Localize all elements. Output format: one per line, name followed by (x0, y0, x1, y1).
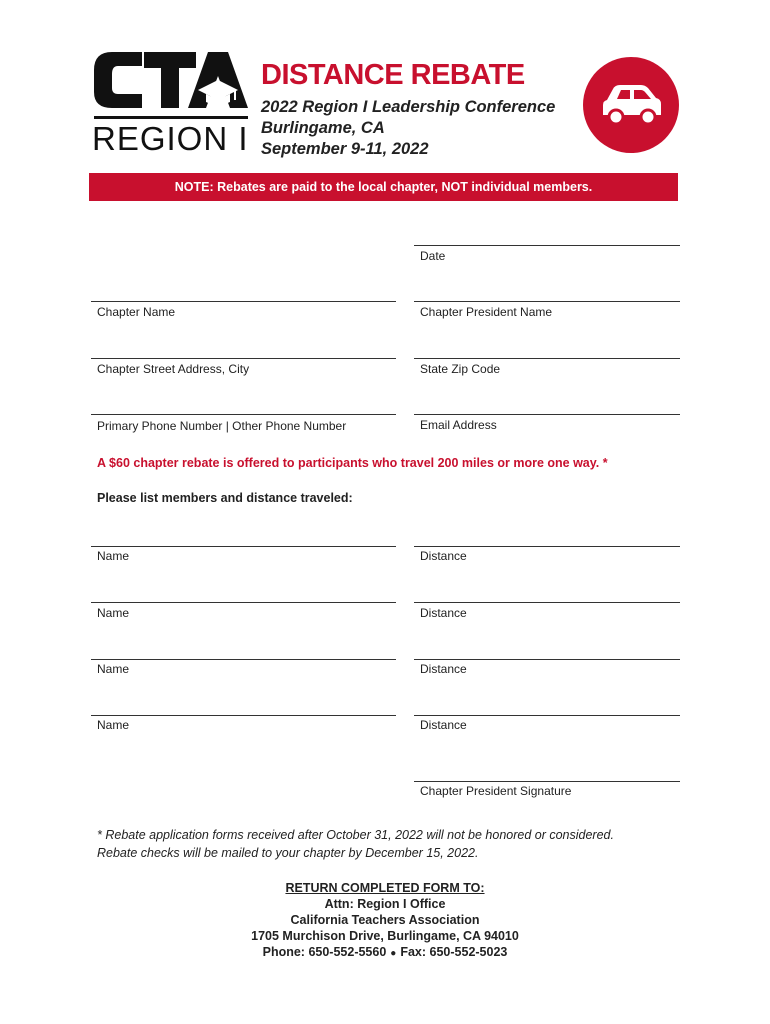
return-heading: RETURN COMPLETED FORM TO: (285, 881, 485, 895)
car-icon (583, 57, 679, 153)
return-fax: Fax: 650-552-5023 (400, 945, 508, 959)
note-banner: NOTE: Rebates are paid to the local chapter, NOT individual members. (89, 173, 678, 201)
return-attn: Attn: Region I Office (324, 897, 446, 911)
return-org: California Teachers Association (290, 913, 480, 927)
members-instruction: Please list members and distance traveled: (97, 491, 353, 505)
state-zip-label: State Zip Code (420, 362, 501, 376)
return-street: 1705 Murchison Drive, Burlingame, CA 94010 (251, 929, 519, 943)
member-distance-label: Distance (420, 718, 467, 732)
street-address-label: Chapter Street Address, City (97, 362, 250, 376)
footnote-deadline: * Rebate application forms received after October 31, 2022 will not be honored or considered. (97, 828, 614, 842)
email-field-line[interactable] (414, 414, 680, 415)
member-distance-label: Distance (420, 662, 467, 676)
conference-name: 2022 Region I Leadership Conference (261, 98, 556, 116)
member-distance-field-line[interactable] (414, 602, 680, 603)
member-name-label: Name (97, 549, 130, 563)
signature-field-line[interactable] (414, 781, 680, 782)
member-name-field-line[interactable] (91, 715, 396, 716)
phone-field-line[interactable] (91, 414, 396, 415)
chapter-president-name-label: Chapter President Name (420, 305, 553, 319)
email-label: Email Address (420, 418, 497, 432)
member-name-field-line[interactable] (91, 659, 396, 660)
member-name-label: Name (97, 606, 130, 620)
member-distance-field-line[interactable] (414, 659, 680, 660)
date-field-line[interactable] (414, 245, 680, 246)
member-name-field-line[interactable] (91, 602, 396, 603)
phone-label: Primary Phone Number | Other Phone Number (97, 419, 347, 433)
member-name-field-line[interactable] (91, 546, 396, 547)
member-distance-field-line[interactable] (414, 546, 680, 547)
bullet-separator: ● (390, 948, 397, 959)
rebate-notice: A $60 chapter rebate is offered to participants who travel 200 miles or more one way. * (97, 456, 608, 470)
cta-region-logo (90, 46, 250, 158)
street-address-field-line[interactable] (91, 358, 396, 359)
signature-label: Chapter President Signature (420, 784, 572, 798)
chapter-president-name-field-line[interactable] (414, 301, 680, 302)
chapter-name-label: Chapter Name (97, 305, 176, 319)
footnote-mailing: Rebate checks will be mailed to your chapter by December 15, 2022. (97, 846, 479, 860)
form-title: DISTANCE REBATE (261, 59, 525, 91)
member-name-label: Name (97, 718, 130, 732)
member-name-label: Name (97, 662, 130, 676)
member-distance-label: Distance (420, 606, 467, 620)
date-label: Date (420, 249, 446, 263)
return-phone: Phone: 650-552-5560 (262, 945, 387, 959)
conference-location: Burlingame, CA (261, 119, 385, 137)
chapter-name-field-line[interactable] (91, 301, 396, 302)
state-zip-field-line[interactable] (414, 358, 680, 359)
logo-region-text: REGION I (92, 120, 249, 157)
member-distance-field-line[interactable] (414, 715, 680, 716)
member-distance-label: Distance (420, 549, 467, 563)
conference-dates: September 9-11, 2022 (261, 140, 429, 158)
return-contact (0, 945, 770, 959)
